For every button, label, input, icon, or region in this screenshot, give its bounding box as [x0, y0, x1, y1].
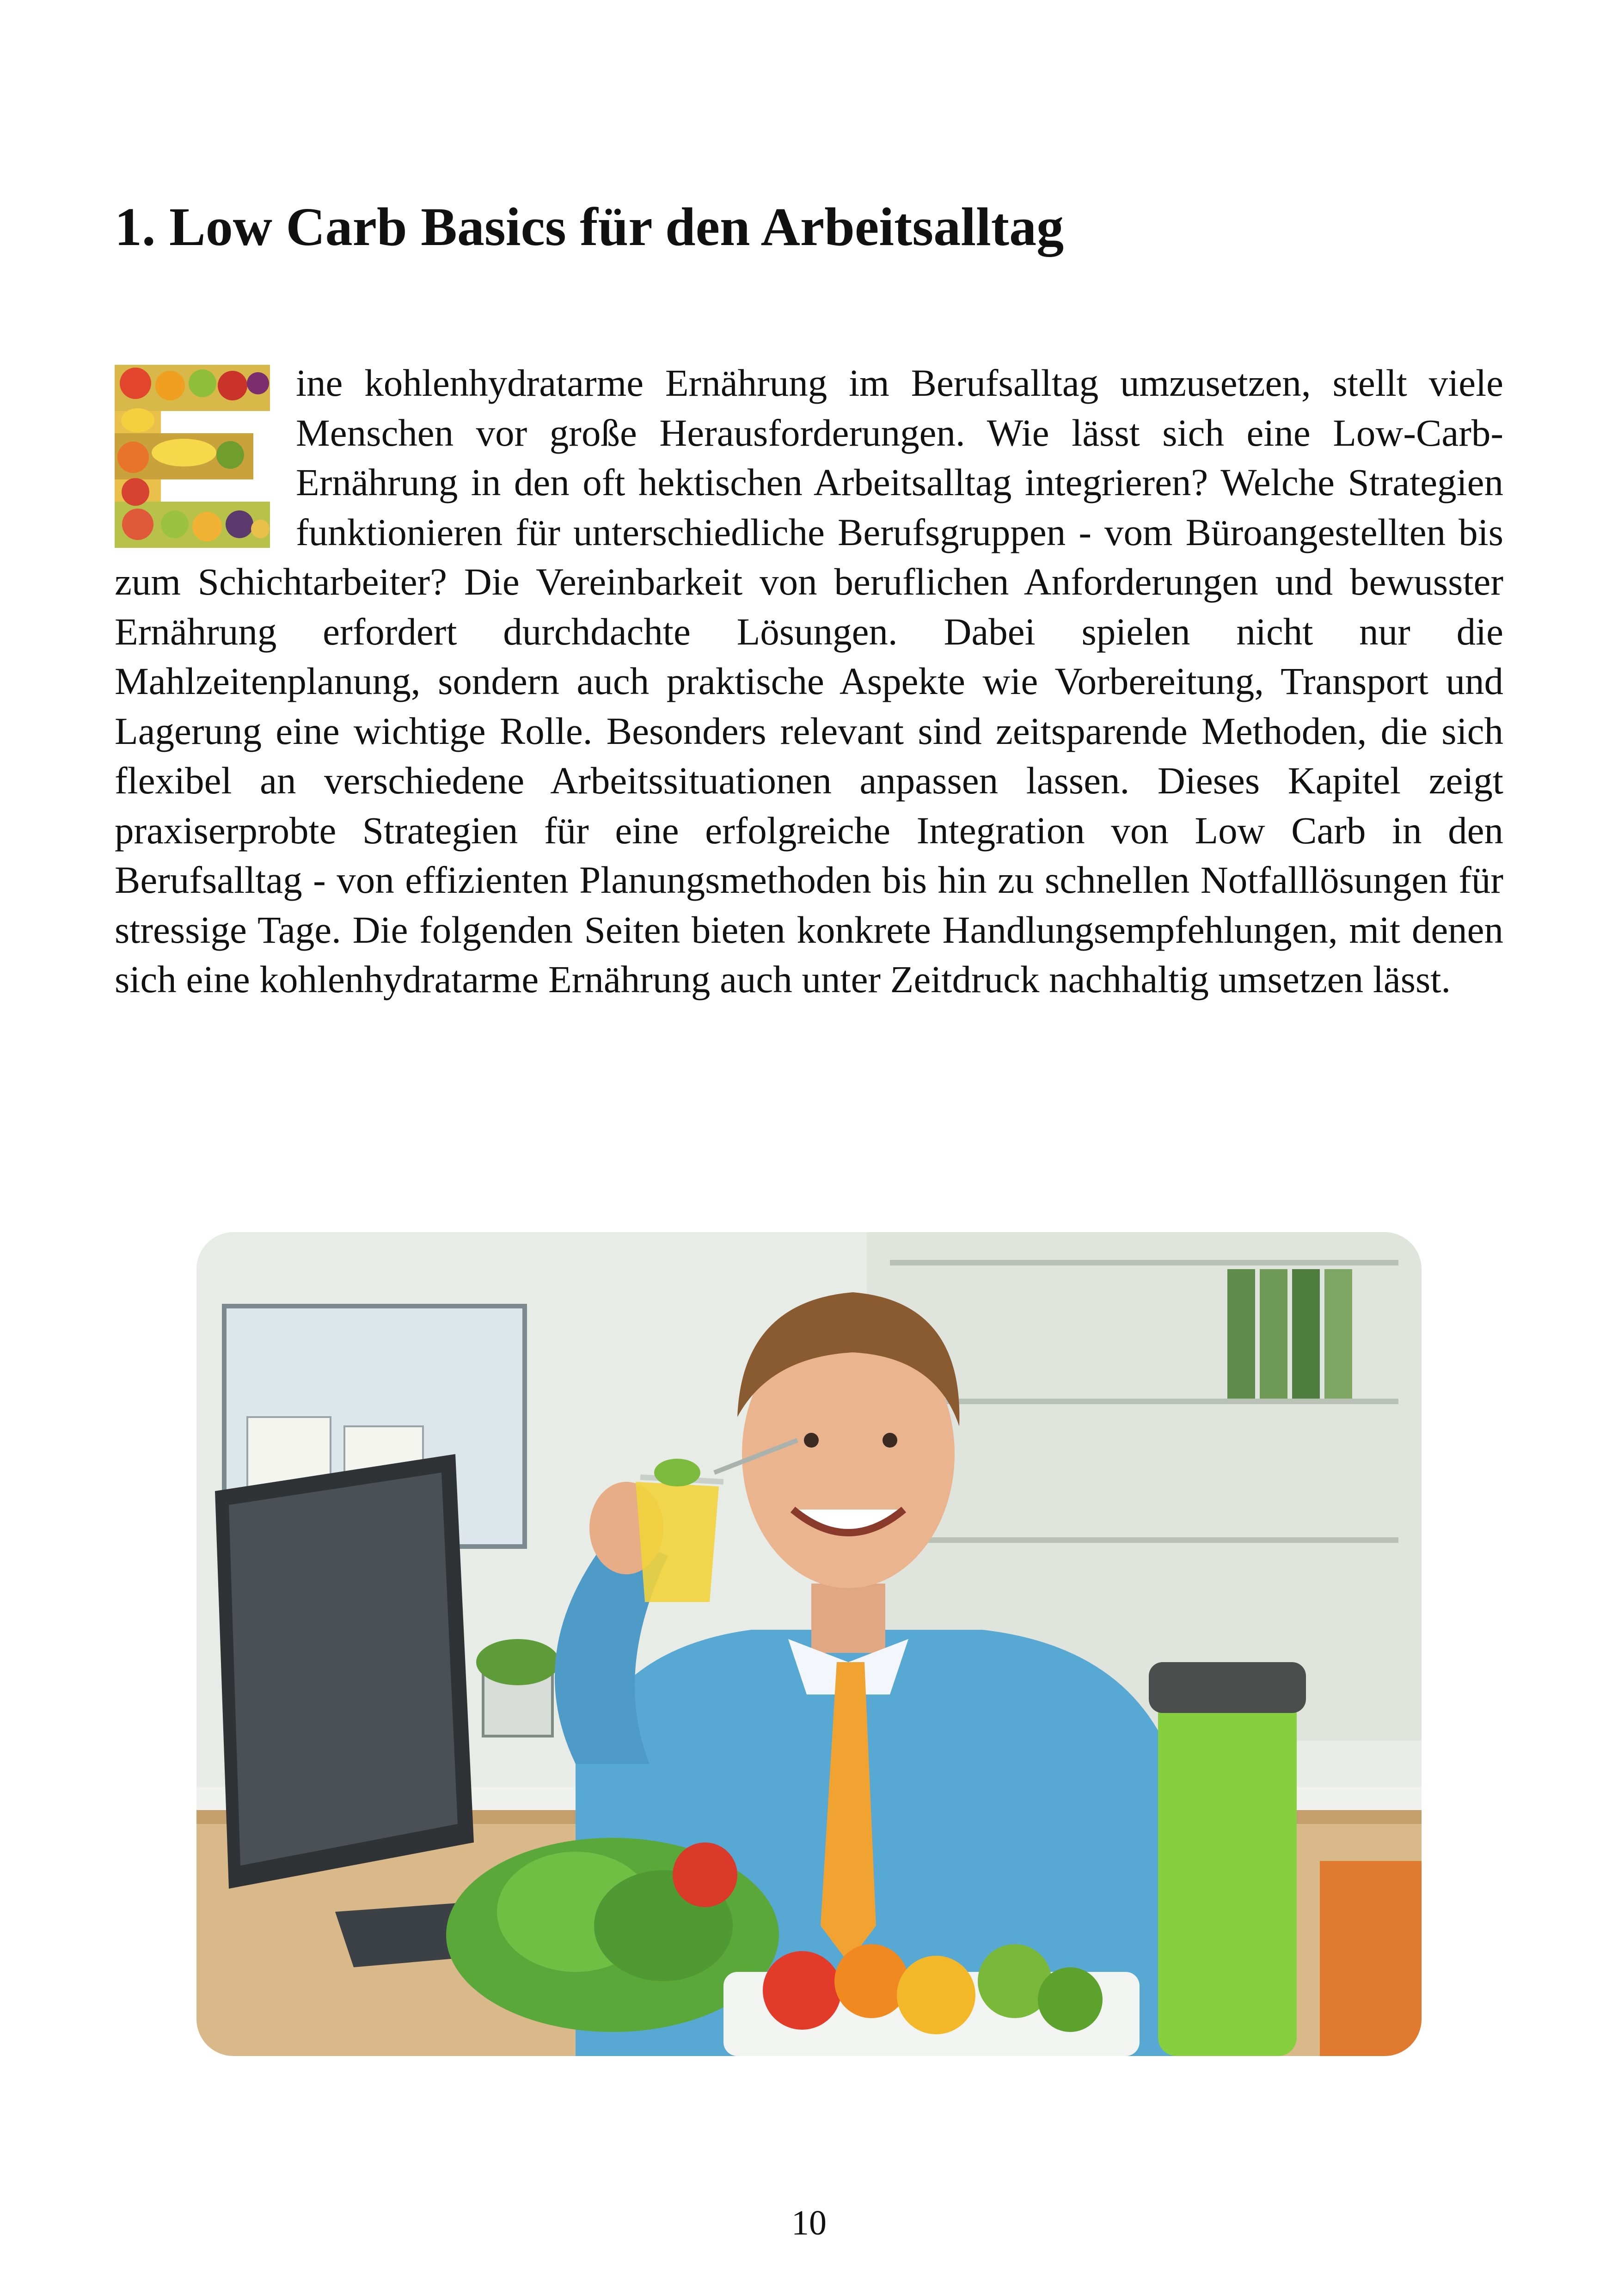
intro-paragraph	[115, 358, 1503, 1005]
office-illustration	[196, 1232, 1422, 2056]
chapter-heading: 1. Low Carb Basics für den Arbeitsalltag	[115, 196, 1064, 257]
fruit-letter-e-icon	[115, 365, 270, 548]
page-number: 10	[791, 2204, 827, 2242]
paragraph-text: ine kohlenhydratarme Ernährung im Berufsalltag umzusetzen, stellt viele Menschen vor große Herausforderungen. Wie lässt sich eine Low-Carb-Ernährung in den oft hektischen Arbeitsalltag integrieren? Welche Strategien funktionieren für unterschiedliche Berufsgruppen - vom Büroangestellten bis zum Schichtarbeiter? Die Vereinbarkeit von beruflichen Anforderungen und bewusster Ernährung erfordert durchdachte Lösungen. Dabei spielen nicht nur die Mahlzeitenplanung, sondern auch praktische Aspekte wie Vorbereitung, Transport und Lagerung eine wichtige Rolle. Besonders relevant sind zeitsparende Methoden, die sich flexibel an verschiedene Arbeitssituationen anpassen lassen. Dieses Kapitel zeigt praxiserprobte Strategien für eine erfolgreiche Integration von Low Carb in den Berufsalltag - von effizienten Planungsmethoden bis hin zu schnellen Notfalllösungen für stressige Tage. Die folgenden Seiten bieten konkrete Handlungsempfehlungen, mit denen sich eine kohlenhydratarme Ernährung auch unter Zeitdruck nachhaltig umsetzen lässt.	[115, 362, 1503, 1001]
office-worker-illustration-icon	[196, 1232, 1422, 2056]
dropcap-fruit-letter-e	[115, 365, 270, 548]
